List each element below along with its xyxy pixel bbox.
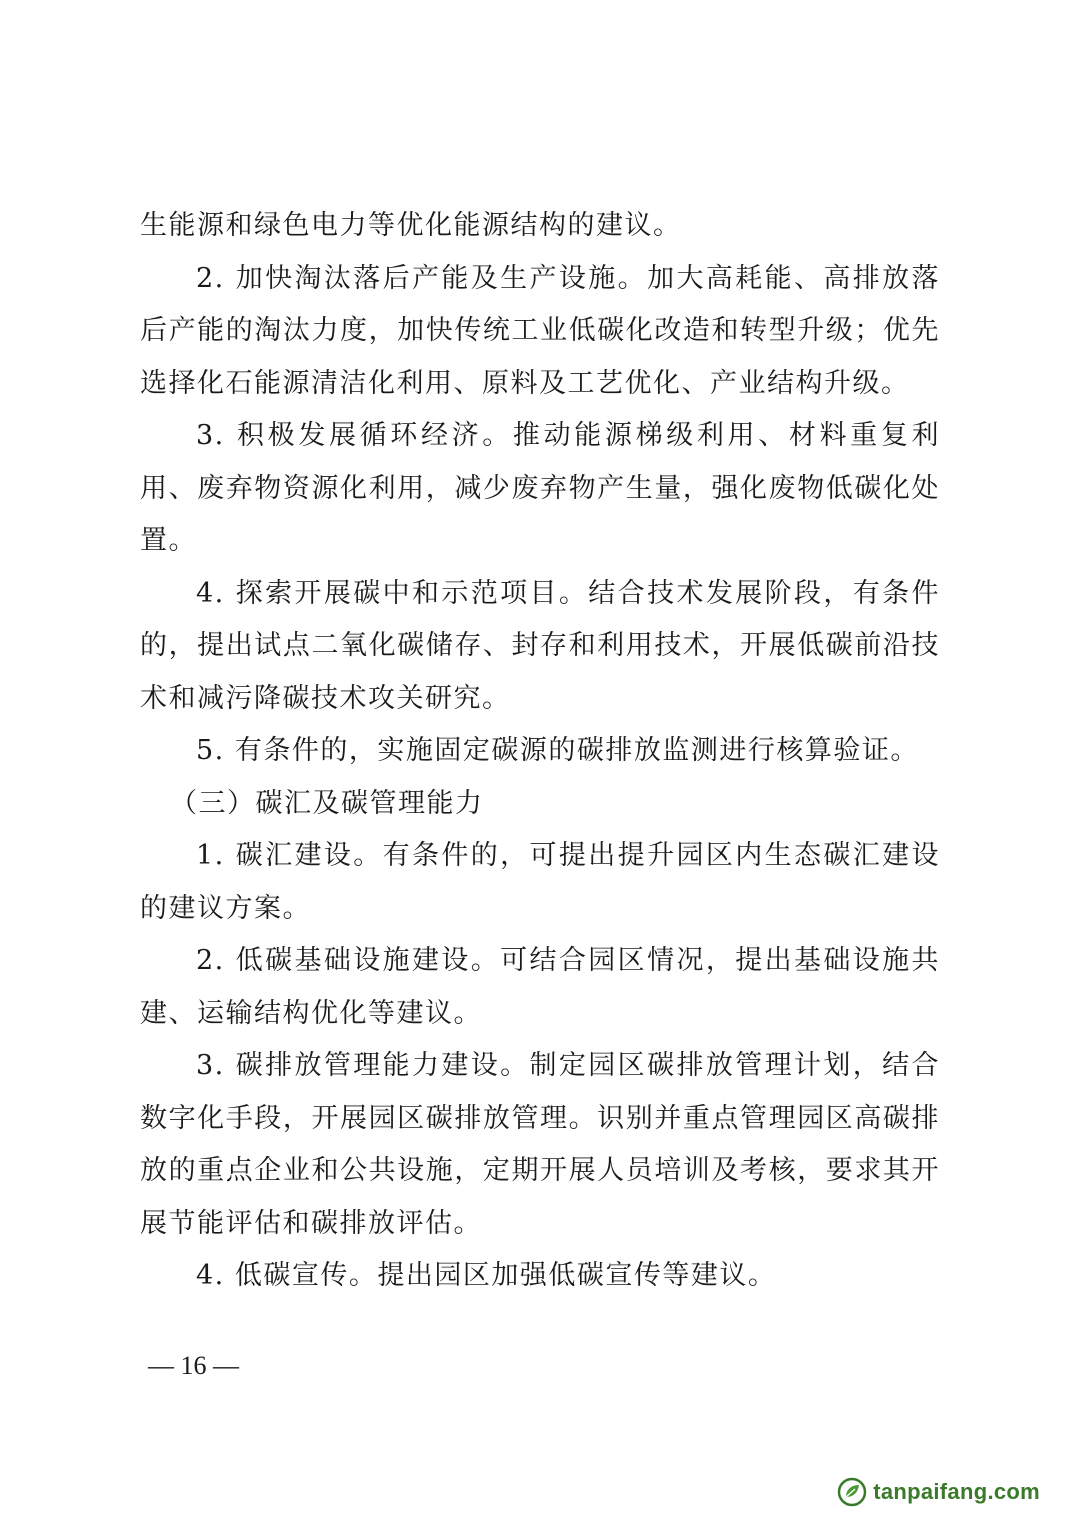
leaf-logo-icon [837, 1477, 867, 1507]
paragraph-1: 生能源和绿色电力等优化能源结构的建议。 [140, 210, 682, 241]
paragraph-5: 5. 有条件的，实施固定碳源的碳排放监测进行核算验证。 [196, 735, 919, 766]
paragraph-8: 3. 碳排放管理能力建设。制定园区碳排放管理计划，结合数字化手段，开展园区碳排放管理。识别并重点管理园区高碳排放的重点企业和公共设施，定期开展人员培训及考核，要求其开展节能评估和碳排放评估。 [140, 1050, 940, 1239]
paragraph-7: 2. 低碳基础设施建设。可结合园区情况，提出基础设施共建、运输结构优化等建议。 [140, 945, 940, 1029]
document-body [140, 200, 940, 1303]
watermark [837, 1477, 1040, 1507]
paragraph-4: 4. 探索开展碳中和示范项目。结合技术发展阶段，有条件的，提出试点二氧化碳储存、封存和利用技术，开展低碳前沿技术和减污降碳技术攻关研究。 [140, 577, 940, 714]
page-number: — 16 — [148, 1351, 239, 1380]
paragraph-9: 4. 低碳宣传。提出园区加强低碳宣传等建议。 [196, 1260, 777, 1291]
paragraph-3: 3. 积极发展循环经济。推动能源梯级利用、材料重复利用、废弃物资源化利用，减少废弃物产生量，强化废物低碳化处置。 [140, 420, 940, 556]
paragraph-6: 1. 碳汇建设。有条件的，可提出提升园区内生态碳汇建设的建议方案。 [140, 840, 940, 924]
paragraph-2: 2. 加快淘汰落后产能及生产设施。加大高耗能、高排放落后产能的淘汰力度，加快传统工业低碳化改造和转型升级；优先选择化石能源清洁化利用、原料及工艺优化、产业结构升级。 [140, 262, 940, 399]
section-heading: （三）碳汇及碳管理能力 [170, 787, 484, 819]
watermark-text: tanpaifang.com [873, 1479, 1040, 1504]
